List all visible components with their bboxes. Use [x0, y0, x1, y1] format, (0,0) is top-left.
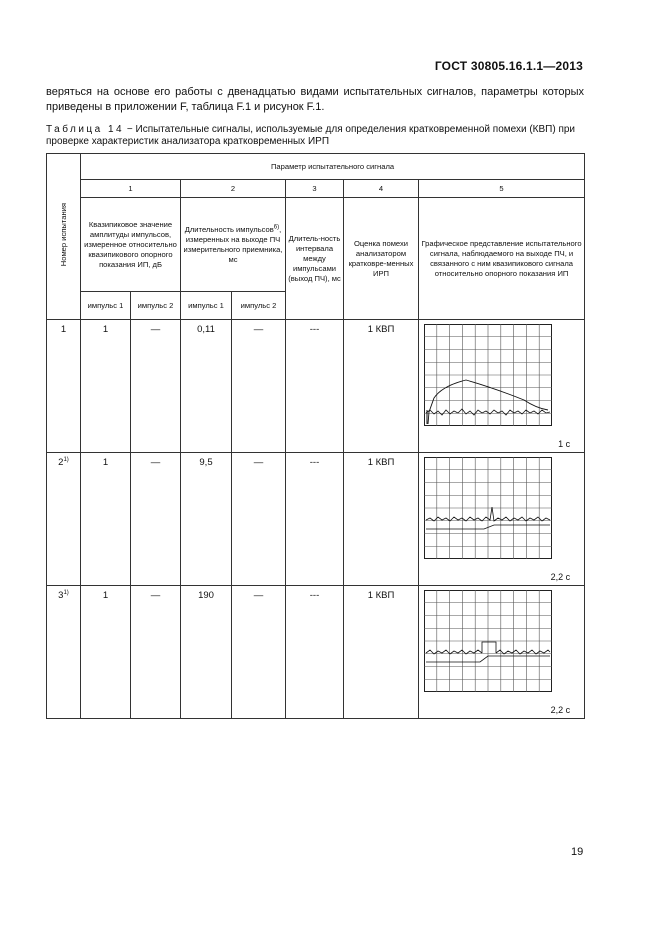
col-number-3: 3 — [286, 180, 344, 198]
duration-pulse2: — — [232, 453, 286, 586]
oscillogram-cell — [419, 320, 585, 453]
oscillogram-cell — [419, 586, 585, 719]
time-scale-label: 2,2 с — [550, 705, 571, 715]
oscillogram-graph — [424, 324, 552, 426]
intro-paragraph: веряться на основе его работы с двенадцатью видами испытательных сигналов, параметры которых приведены в приложении F, таблица F.1 и рисунок F.1. — [46, 86, 584, 113]
header-graph: Графическое представление испытательного сигнала, наблюдаемого на выходе ПЧ, и связанного с ним квазипикового сигнала относительно опорного показания ИП — [419, 198, 585, 320]
header-interval: Длитель-ность интервала между импульсами (выход ПЧ), мс — [286, 198, 344, 320]
test-number-header — [47, 154, 81, 320]
interval-value: --- — [286, 453, 344, 586]
col-number-1: 1 — [81, 180, 181, 198]
duration-pulse1: 190 — [181, 586, 232, 719]
amplitude-pulse1: 1 — [81, 453, 131, 586]
evaluation-value: 1 КВП — [344, 453, 419, 586]
sub-pulse1-duration: импульс 1 — [181, 292, 232, 320]
sub-pulse2-duration: импульс 2 — [232, 292, 286, 320]
interval-value: --- — [286, 586, 344, 719]
footnote-6-ref: 6) — [273, 223, 280, 230]
page-number: 19 — [571, 846, 584, 858]
table-row — [47, 586, 585, 719]
table-caption-label: Таблица 14 — [46, 124, 125, 135]
amplitude-pulse2: — — [131, 453, 181, 586]
oscillogram-cell — [419, 453, 585, 586]
col-number-2: 2 — [181, 180, 286, 198]
col-number-4: 4 — [344, 180, 419, 198]
test-number: 2$^{1)}$ — [47, 453, 81, 586]
test-signals-table — [46, 153, 585, 719]
header-duration-pre: Длительность импульсов — [184, 224, 274, 234]
evaluation-value: 1 КВП — [344, 320, 419, 453]
time-scale-label: 1 с — [558, 439, 571, 449]
header-amplitude: Квазипиковое значение амплитуды импульсов, измеренное относительно квазипикового опорного показания ИП, дБ — [81, 198, 181, 292]
table-row — [47, 453, 585, 586]
duration-pulse2: — — [232, 320, 286, 453]
duration-pulse2: — — [232, 586, 286, 719]
oscillogram-graph — [424, 457, 552, 559]
test-number: 1 — [47, 320, 81, 453]
duration-pulse1: 9,5 — [181, 453, 232, 586]
amplitude-pulse1: 1 — [81, 320, 131, 453]
document-header: ГОСТ 30805.16.1.1—2013 — [434, 59, 583, 73]
interval-value: --- — [286, 320, 344, 453]
table-row — [47, 320, 585, 453]
sub-pulse2-amplitude: импульс 2 — [131, 292, 181, 320]
header-evaluation: Оценка помехи анализатором кратковре-менных ИРП — [344, 198, 419, 320]
header-duration — [181, 198, 286, 292]
table-caption — [46, 124, 584, 148]
amplitude-pulse1: 1 — [81, 586, 131, 719]
evaluation-value: 1 КВП — [344, 586, 419, 719]
sub-pulse1-amplitude: импульс 1 — [81, 292, 131, 320]
time-scale-label: 2,2 с — [550, 572, 571, 582]
col-number-5: 5 — [419, 180, 585, 198]
amplitude-pulse2: — — [131, 320, 181, 453]
amplitude-pulse2: — — [131, 586, 181, 719]
duration-pulse1: 0,11 — [181, 320, 232, 453]
oscillogram-graph — [424, 590, 552, 692]
test-number: 3$^{1)}$ — [47, 586, 81, 719]
header-duration-post: , измеренных на выходе ПЧ измерительного приемника, мс — [183, 224, 283, 264]
group-header: Параметр испытательного сигнала — [81, 154, 585, 180]
test-number-header-label: Номер испытания — [58, 203, 68, 267]
table-caption-text: − Испытательные сигналы, используемые для определения кратковременной помехи (КВП) при проверке характеристик анализатора кратковременных ИРП — [46, 124, 576, 147]
